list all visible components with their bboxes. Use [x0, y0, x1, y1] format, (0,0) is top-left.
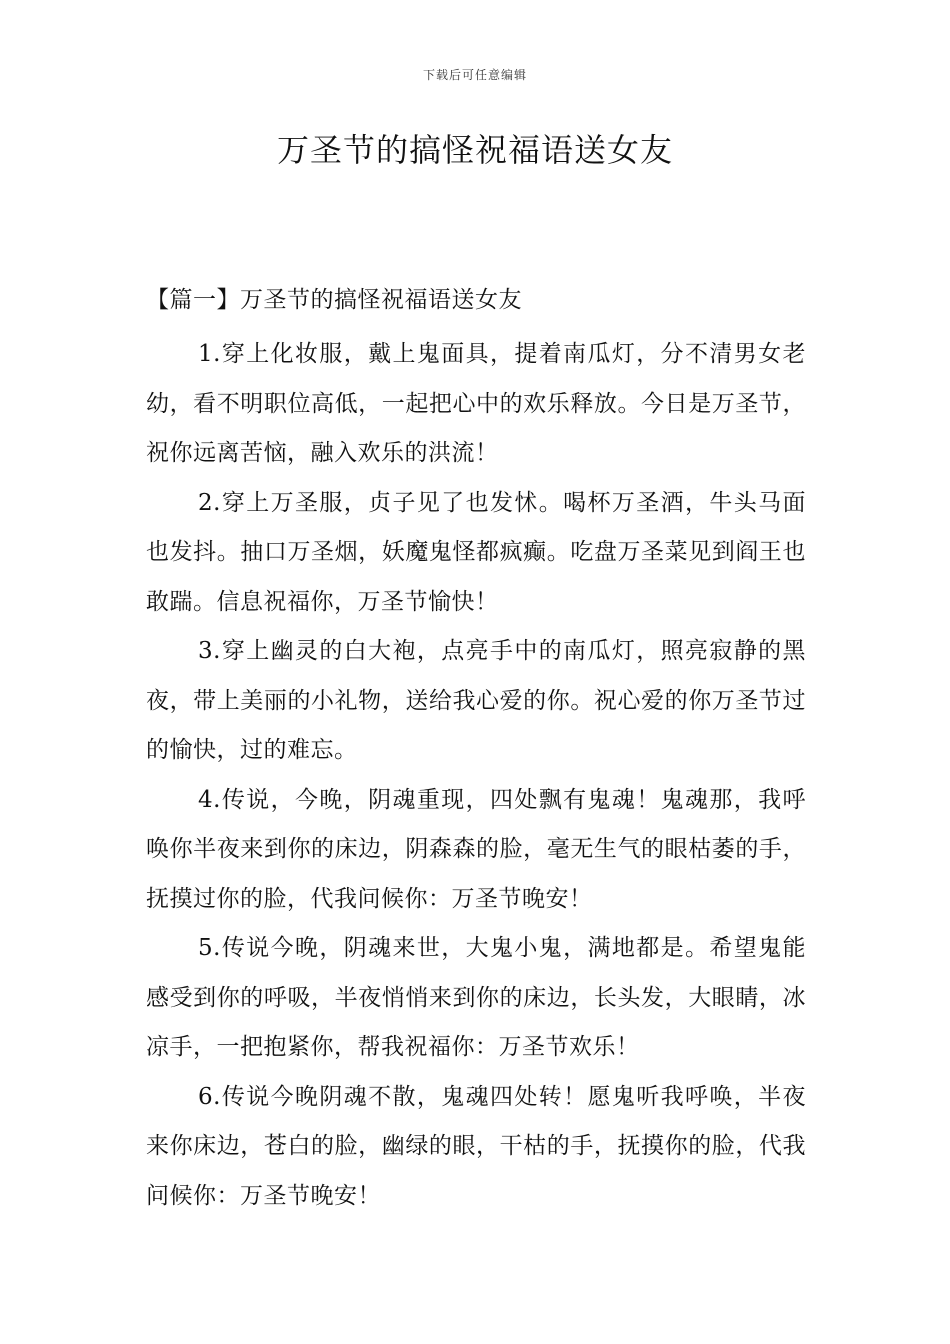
document-body — [146, 280, 806, 1221]
paragraph-3: 3.穿上幽灵的白大袍，点亮手中的南瓜灯，照亮寂静的黑夜，带上美丽的小礼物，送给我心爱的你。祝心爱的你万圣节过的愉快，过的难忘。 — [146, 638, 806, 763]
paragraph-1: 1.穿上化妆服，戴上鬼面具，提着南瓜灯，分不清男女老幼，看不明职位高低，一起把心中的欢乐释放。今日是万圣节，祝你远离苦恼，融入欢乐的洪流！ — [146, 341, 806, 466]
paragraph-6: 6.传说今晚阴魂不散，鬼魂四处转！愿鬼听我呼唤，半夜来你床边，苍白的脸，幽绿的眼，干枯的手，抚摸你的脸，代我问候你：万圣节晚安！ — [146, 1083, 806, 1209]
header-note: 下载后可任意编辑 — [422, 68, 527, 82]
section-heading: 【篇一】万圣节的搞怪祝福语送女友 — [146, 287, 522, 313]
document-title: 万圣节的搞怪祝福语送女友 — [276, 131, 673, 169]
paragraph-5: 5.传说今晚，阴魂来世，大鬼小鬼，满地都是。希望鬼能感受到你的呼吸，半夜悄悄来到你的床边，长头发，大眼睛，冰凉手，一把抱紧你，帮我祝福你：万圣节欢乐！ — [146, 935, 806, 1060]
paragraph-2: 2.穿上万圣服，贞子见了也发怵。喝杯万圣酒，牛头马面也发抖。抽口万圣烟，妖魔鬼怪都疯癫。吃盘万圣菜见到阎王也敢踹。信息祝福你，万圣节愉快！ — [146, 489, 806, 615]
paragraph-4: 4.传说，今晚，阴魂重现，四处飘有鬼魂！鬼魂那，我呼唤你半夜来到你的床边，阴森森的脸，毫无生气的眼枯萎的手，抚摸过你的脸，代我问候你：万圣节晚安！ — [146, 786, 806, 912]
